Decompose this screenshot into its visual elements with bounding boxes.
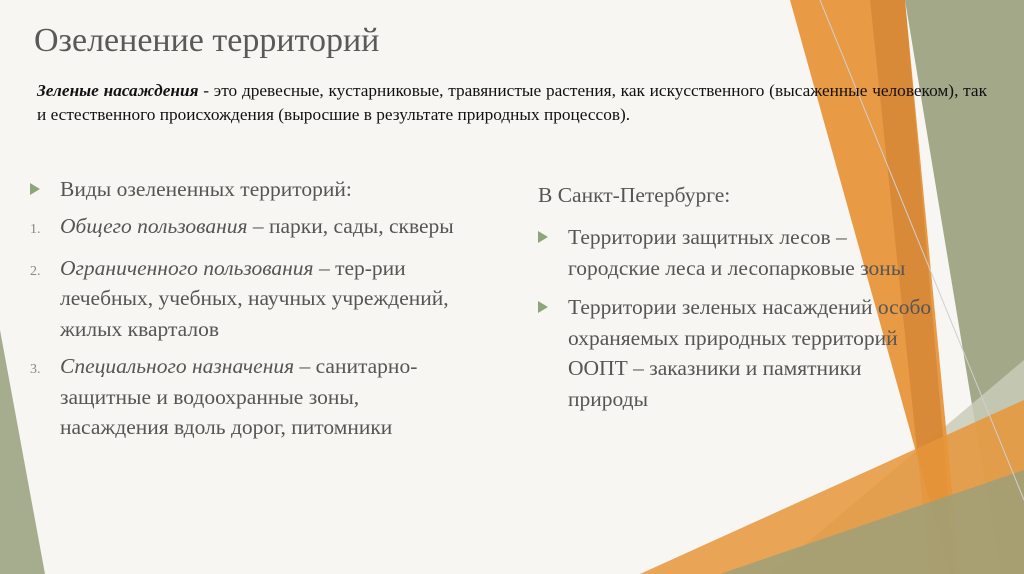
list-item-italic: Специального назначения	[60, 354, 295, 378]
list-item-text	[60, 253, 460, 345]
list-item-text	[60, 351, 460, 443]
triangle-bullet-icon	[30, 183, 40, 195]
triangle-bullet-icon	[538, 231, 548, 243]
list-item	[30, 351, 460, 443]
right-column	[538, 180, 938, 423]
list-item-rest: – парки, сады, скверы	[247, 214, 454, 238]
definition-paragraph	[37, 79, 987, 127]
page-title: Озеленение территорий	[34, 22, 380, 59]
list-item-italic: Ограниченного пользования	[60, 255, 314, 280]
list-item	[538, 292, 938, 414]
list-number: 3.	[30, 362, 41, 377]
left-column	[30, 174, 460, 443]
right-heading: В Санкт-Петербурге:	[538, 183, 731, 207]
list-item-rest: – тер-рии лечебных, учебных, научных учреждений, жилых кварталов	[60, 255, 449, 341]
definition-term: Зеленые насаждения	[37, 81, 199, 100]
list-item	[30, 211, 460, 246]
list-item-text: Территории зеленых насаждений особо охраняемых природных территорий ООПТ – заказники и памятники природы	[568, 295, 932, 411]
list-number: 1.	[30, 222, 41, 237]
list-number: 2.	[30, 263, 41, 279]
list-item-italic: Общего пользования	[60, 214, 248, 238]
left-heading-text: Виды озелененных территорий:	[60, 177, 352, 201]
definition-text: - это древесные, кустарниковые, травянистые растения, как искусственного (высаженные человеком), так и естественного происхождения (выросшие в результате природных процессов).	[37, 81, 987, 124]
left-heading	[30, 174, 460, 204]
list-item	[538, 222, 938, 283]
list-item-text: Территории защитных лесов – городские леса и лесопарковые зоны	[568, 225, 906, 280]
list-item-text	[60, 211, 454, 242]
list-item-rest: – санитарно-защитные и водоохранные зоны, насаждения вдоль дорог, питомники	[60, 354, 418, 439]
list-item	[30, 253, 460, 345]
triangle-bullet-icon	[538, 301, 548, 313]
